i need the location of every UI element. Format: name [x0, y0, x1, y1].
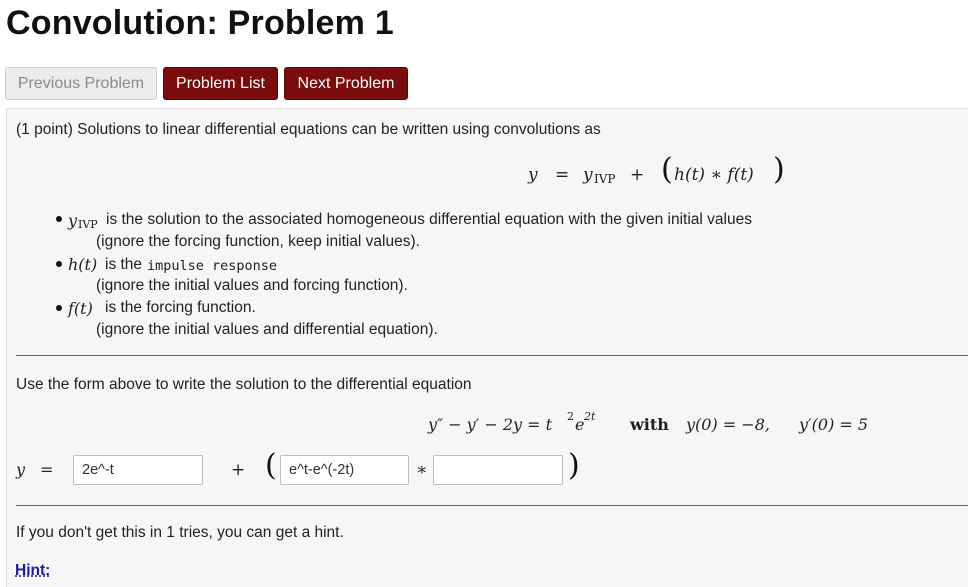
bullet-f-text: is the forcing function.	[105, 299, 256, 316]
formula-yivp: y	[583, 165, 593, 185]
equation-with: with	[630, 415, 669, 434]
divider	[16, 505, 968, 506]
answer-plus: +	[231, 460, 246, 480]
bullet-h-note: (ignore the initial values and forcing function).	[96, 277, 408, 294]
bullet-dot	[56, 216, 62, 222]
bullet-h-code: impulse response	[147, 258, 278, 274]
problem-list-button[interactable]: Problem List	[163, 67, 278, 100]
divider	[16, 355, 968, 356]
formula-plus: +	[630, 165, 645, 185]
answer-open-paren: (	[265, 448, 277, 483]
hint-link[interactable]: Hint:	[15, 562, 51, 579]
initial-condition-1: y(0) = −8,	[686, 415, 770, 434]
formula-convolution: h(t) ∗ f(t)	[674, 165, 754, 185]
bullet-yivp-subscript: IVP	[78, 218, 98, 231]
impulse-response-input[interactable]	[280, 455, 409, 485]
bullet-dot	[56, 261, 62, 267]
equation-e: e	[575, 415, 585, 434]
answer-y-label: y	[16, 460, 26, 479]
answer-equals: =	[40, 460, 54, 479]
formula-close-paren: )	[773, 152, 785, 187]
bullet-yivp-symbol: y	[68, 211, 78, 230]
answer-close-paren: )	[568, 448, 580, 483]
formula-ivp-subscript: IVP	[594, 172, 616, 186]
bullet-dot	[56, 305, 62, 311]
previous-problem-button[interactable]: Previous Problem	[5, 67, 157, 100]
answer-convolution-star: ∗	[416, 460, 428, 480]
problem-intro: (1 point) Solutions to linear differential equations can be written using convolutions as	[16, 121, 601, 138]
yivp-answer-input[interactable]	[73, 455, 203, 485]
bullet-h-symbol: h(t)	[68, 255, 98, 274]
tries-info: If you don't get this in 1 tries, you can get a hint.	[16, 524, 344, 541]
equation-sup-2: 2	[567, 410, 574, 423]
forcing-function-input[interactable]	[433, 455, 563, 485]
bullet-f-symbol: f(t)	[68, 299, 93, 318]
equation-lhs: y″ − y′ − 2y = t	[428, 415, 553, 434]
formula-open-paren: (	[661, 152, 673, 187]
next-problem-button[interactable]: Next Problem	[284, 67, 408, 100]
bullet-yivp-text: is the solution to the associated homogeneous differential equation with the given initial values	[106, 211, 752, 228]
equation-sup-2t: 2t	[584, 410, 596, 423]
bullet-f-note: (ignore the initial values and differential equation).	[96, 321, 438, 338]
instruction-text: Use the form above to write the solution to the differential equation	[16, 376, 472, 393]
bullet-yivp-note: (ignore the forcing function, keep initial values).	[96, 233, 420, 250]
formula-y: y	[528, 165, 538, 185]
problem-panel	[6, 108, 968, 587]
bullet-h-text: is the	[105, 256, 143, 273]
page-title: Convolution: Problem 1	[6, 4, 394, 42]
initial-condition-2: y′(0) = 5	[799, 415, 869, 434]
formula-equals: =	[555, 165, 570, 185]
